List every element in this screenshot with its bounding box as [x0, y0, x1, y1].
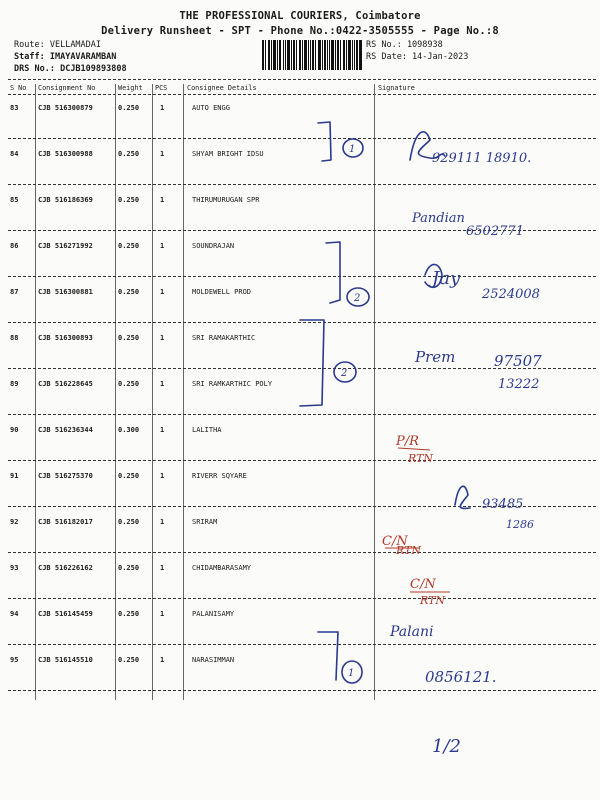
row-consignee: LALITHA	[192, 426, 222, 434]
signature-scribble	[455, 486, 470, 508]
row-sno: 83	[10, 104, 19, 112]
row-consignment-no: CJB 516300879	[38, 104, 93, 112]
signature-95-number: 0856121.	[425, 668, 497, 686]
row-sno: 89	[10, 380, 19, 388]
row-consignment-no: CJB 516300893	[38, 334, 93, 342]
row-pcs: 1	[160, 426, 165, 434]
row-sno: 94	[10, 610, 19, 618]
staff-value: IMAYAVARAMBAN	[49, 52, 117, 62]
signature-91-number-a: 93485	[482, 497, 524, 512]
signature-88-name: Prem	[415, 348, 456, 366]
col-header-signature: Signature	[378, 84, 415, 92]
row-weight: 0.250	[118, 334, 140, 342]
row-consignment-no: CJB 516300881	[38, 288, 93, 296]
col-header-weight: Weight	[118, 84, 143, 92]
row-weight: 0.250	[118, 150, 140, 158]
route-value: VELLAMADAI	[49, 40, 102, 50]
row-consignee: SRI RAMAKARTHIC	[192, 334, 256, 342]
bracket-number: 2	[354, 293, 361, 304]
row-sno: 85	[10, 196, 19, 204]
row-consignee: RIVERR SQYARE	[192, 472, 247, 480]
row-consignment-no: CJB 516182017	[38, 518, 93, 526]
signature-84: 929111 18910.	[432, 151, 532, 166]
drs-label: DRS No.:	[14, 64, 55, 74]
row-consignment-no: CJB 516300988	[38, 150, 93, 158]
bracket-stroke	[318, 632, 338, 680]
row-consignment-no: CJB 516145459	[38, 610, 93, 618]
row-consignment-no: CJB 516145510	[38, 656, 93, 664]
col-header-details: Consignee Details	[187, 84, 257, 92]
row-pcs: 1	[160, 334, 165, 342]
row-consignee: CHIDAMBARASAMY	[192, 564, 252, 572]
row-consignment-no: CJB 516226162	[38, 564, 93, 572]
signature-87-number: 2524008	[482, 287, 540, 302]
row-pcs: 1	[160, 150, 165, 158]
row-pcs: 1	[160, 518, 165, 526]
row-sno: 84	[10, 150, 19, 158]
return-mark-90-bottom: RTN	[408, 452, 434, 465]
return-mark-90-top: P/R	[396, 434, 419, 449]
row-pcs: 1	[160, 196, 165, 204]
row-consignment-no: CJB 516236344	[38, 426, 93, 434]
signature-85-name: Pandian	[412, 211, 465, 226]
row-sno: 91	[10, 472, 19, 480]
rs-number: RS No.: 1098938	[366, 40, 443, 50]
row-weight: 0.250	[118, 196, 140, 204]
row-pcs: 1	[160, 564, 165, 572]
row-sno: 93	[10, 564, 19, 572]
row-consignment-no: CJB 516271992	[38, 242, 93, 250]
row-consignee: THIRUMURUGAN SPR	[192, 196, 260, 204]
row-consignee: MOLDEWELL PROD	[192, 288, 252, 296]
row-consignee: AUTO ENGG	[192, 104, 230, 112]
row-sno: 90	[10, 426, 19, 434]
row-consignment-no: CJB 516275370	[38, 472, 93, 480]
row-consignment-no: CJB 516186369	[38, 196, 93, 204]
return-mark-92-bottom: RTN	[396, 544, 422, 557]
row-consignment-no: CJB 516228645	[38, 380, 93, 388]
row-weight: 0.250	[118, 288, 140, 296]
return-mark-93-bottom: RTN	[420, 594, 446, 607]
row-pcs: 1	[160, 242, 165, 250]
row-weight: 0.300	[118, 426, 140, 434]
bracket-number: 1	[349, 144, 356, 155]
row-pcs: 1	[160, 380, 165, 388]
row-pcs: 1	[160, 104, 165, 112]
signature-88-number: 97507	[494, 352, 542, 370]
bracket-stroke	[318, 122, 331, 161]
row-pcs: 1	[160, 610, 165, 618]
row-weight: 0.250	[118, 564, 140, 572]
signature-94-name: Palani	[390, 624, 434, 640]
row-weight: 0.250	[118, 104, 140, 112]
drs-value: DCJB109893808	[60, 64, 127, 74]
row-weight: 0.250	[118, 380, 140, 388]
bracket-stroke	[326, 242, 340, 303]
row-pcs: 1	[160, 656, 165, 664]
bracket-number: 2	[341, 368, 348, 379]
row-consignee: PALANISAMY	[192, 610, 235, 618]
row-sno: 87	[10, 288, 19, 296]
bracket-number: 1	[348, 668, 355, 679]
row-consignee: SHYAM BRIGHT IDSU	[192, 150, 264, 158]
signature-85-number: 6502771	[466, 224, 524, 239]
company-title: THE PROFESSIONAL COURIERS, Coimbatore	[179, 10, 421, 22]
route-label: Route:	[14, 40, 45, 50]
runsheet-title: Delivery Runsheet - SPT - Phone No.:0422-3505555 - Page No.:8	[101, 25, 499, 37]
row-consignee: SOUNDRAJAN	[192, 242, 235, 250]
row-weight: 0.250	[118, 242, 140, 250]
row-pcs: 1	[160, 472, 165, 480]
signature-91-number-b: 1286	[506, 518, 534, 531]
col-header-consignment: Consignment No	[38, 84, 96, 92]
col-header-sno: S No	[10, 84, 27, 92]
col-header-pcs: PCS	[155, 84, 168, 92]
signature-89-number: 13222	[498, 377, 540, 392]
signature-87-name: Jay	[432, 268, 461, 289]
return-mark-92-top: C/N	[382, 534, 408, 549]
row-sno: 92	[10, 518, 19, 526]
row-weight: 0.250	[118, 472, 140, 480]
row-weight: 0.250	[118, 610, 140, 618]
row-sno: 95	[10, 656, 19, 664]
bracket-stroke	[300, 320, 324, 406]
row-weight: 0.250	[118, 656, 140, 664]
row-consignee: SRI RAMKARTHIC POLY	[192, 380, 273, 388]
row-consignee: NARASIMMAN	[192, 656, 235, 664]
return-mark-93-top: C/N	[410, 577, 436, 592]
staff-label: Staff:	[14, 52, 45, 62]
row-consignee: SRIRAM	[192, 518, 218, 526]
row-sno: 86	[10, 242, 19, 250]
page-mark: 1/2	[432, 736, 461, 757]
row-sno: 88	[10, 334, 19, 342]
row-pcs: 1	[160, 288, 165, 296]
rs-date: RS Date: 14-Jan-2023	[366, 52, 469, 62]
row-weight: 0.250	[118, 518, 140, 526]
